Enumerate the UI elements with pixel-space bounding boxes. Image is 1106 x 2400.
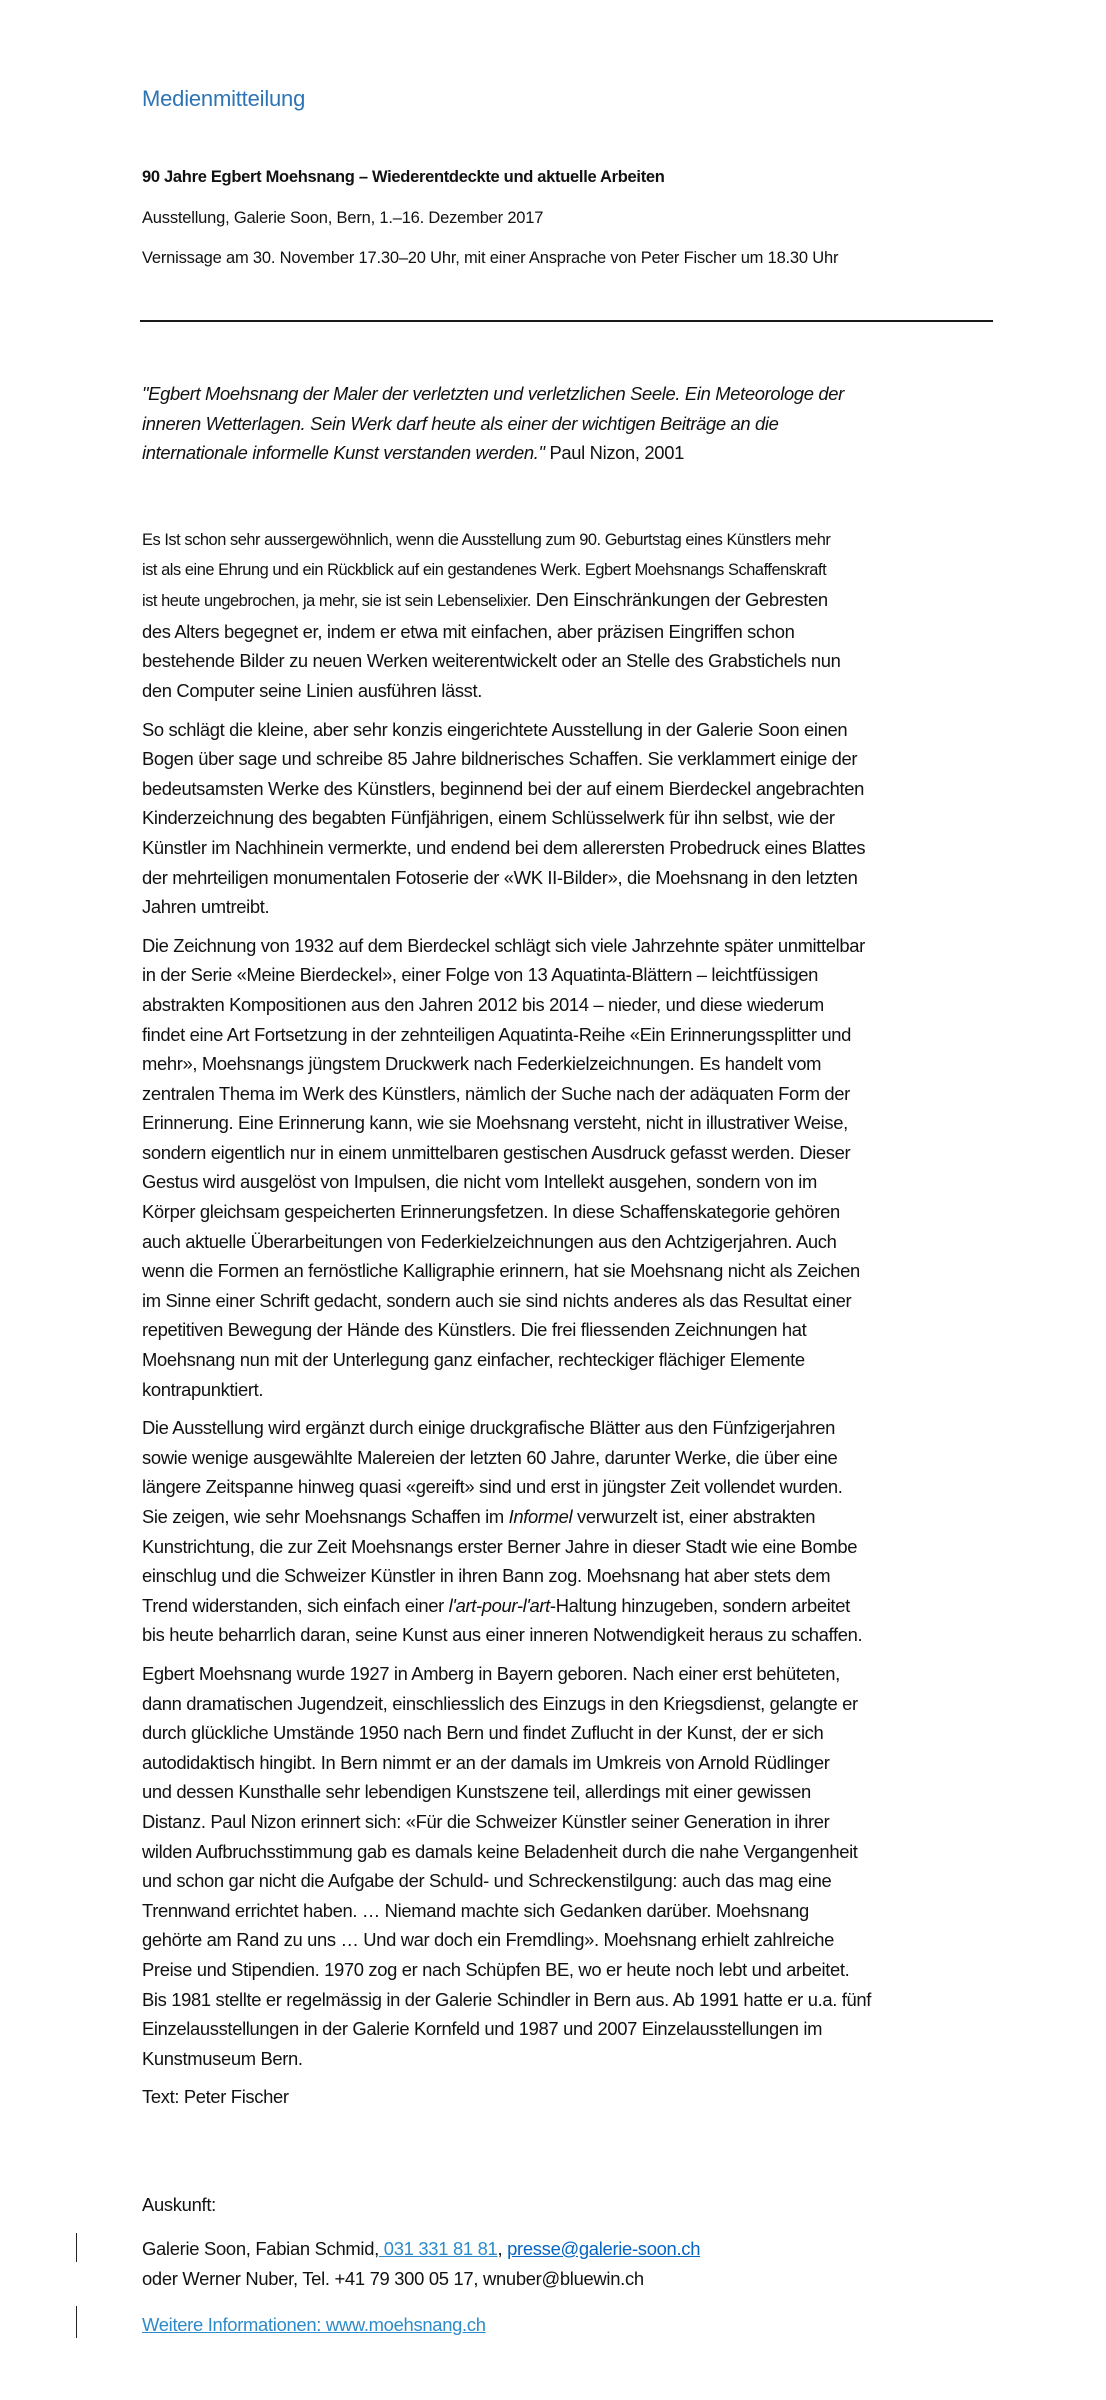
text-line: zentralen Thema im Werk des Künstlers, nämlich der Suche nach der adäquaten Form der — [142, 1082, 850, 1104]
text-line: Künstler im Nachhinein vermerkte, und endend bei dem allerersten Probedruck eines Blattes — [142, 836, 866, 858]
text-line: des Alters begegnet er, indem er etwa mit einfachen, aber präzisen Eingriffen schon — [142, 620, 795, 642]
text-line: längere Zeitspanne hinweg quasi «gereift» sind und erst in jüngster Zeit vollendet wurden. — [142, 1476, 843, 1498]
text-line: mehr», Moehsnangs jüngstem Druckwerk nach Federkielzeichnungen. Es handelt vom — [142, 1053, 822, 1075]
revision-change-bar — [76, 2306, 77, 2338]
text-line: So schlägt die kleine, aber sehr konzis eingerichtete Ausstellung in der Galerie Soon einen — [142, 718, 848, 740]
text-line: gehörte am Rand zu uns … Und war doch ein Fremdling». Moehsnang erhielt zahlreiche — [142, 1929, 834, 1951]
text-line: Jahren umtreibt. — [142, 896, 270, 918]
text-line: Kunstmuseum Bern. — [142, 2047, 303, 2069]
text-span-italic: l'art-pour-l'art — [448, 1594, 550, 1616]
text-line: abstrakten Kompositionen aus den Jahren 2012 bis 2014 – nieder, und diese wiederum — [142, 993, 824, 1015]
text-line: ist als eine Ehrung und ein Rückblick auf ein gestandenes Werk. Egbert Moehsnangs Schaffenskraft — [142, 560, 827, 579]
more-info-line — [142, 2310, 1002, 2340]
quote-line-last — [142, 438, 1002, 468]
paragraph-intro — [142, 526, 1002, 706]
text-span: verwurzelt ist, einer abstrakten — [572, 1506, 816, 1527]
text-line: Egbert Moehsnang wurde 1927 in Amberg in Bayern geboren. Nach einer erst behüteten, — [142, 1662, 840, 1684]
text-line: Preise und Stipendien. 1970 zog er nach Schüpfen BE, wo er heute noch lebt und arbeitet. — [142, 1958, 850, 1980]
text-line: Bis 1981 stellte er regelmässig in der Galerie Schindler in Bern aus. Ab 1991 hatte er u.a. fünf — [142, 1988, 872, 2010]
contact-name: Galerie Soon, Fabian Schmid, — [142, 2238, 379, 2259]
contact-line-alternate: oder Werner Nuber, Tel. +41 79 300 05 17, wnuber@bluewin.ch — [142, 2267, 644, 2289]
text-line: Moehsnang nun mit der Unterlegung ganz einfacher, rechteckiger flächiger Elemente — [142, 1349, 805, 1371]
contact-line-gallery — [142, 2234, 1002, 2264]
text-line: sowie wenige ausgewählte Malereien der letzten 60 Jahre, darunter Werke, die über eine — [142, 1446, 838, 1468]
horizontal-divider — [140, 320, 993, 322]
text-line: bis heute beharrlich daran, seine Kunst aus einer inneren Notwendigkeit heraus zu schaffen. — [142, 1624, 863, 1646]
vernissage-info: Vernissage am 30. November 17.30–20 Uhr, mit einer Ansprache von Peter Fischer um 18.30 Uhr — [142, 249, 839, 267]
text-line: Die Ausstellung wird ergänzt durch einige druckgrafische Blätter aus den Fünfzigerjahren — [142, 1417, 835, 1439]
text-span: Sie zeigen, wie sehr Moehsnangs Schaffen im — [142, 1506, 509, 1527]
paragraph-prints — [142, 1413, 1002, 1650]
text-line: Es Ist schon sehr aussergewöhnlich, wenn die Ausstellung zum 90. Geburtstag eines Künstlers mehr — [142, 531, 831, 549]
text-span: -Haltung hinzugeben, sondern arbeitet — [549, 1594, 850, 1616]
website-link[interactable]: Weitere Informationen: www.moehsnang.ch — [142, 2314, 486, 2335]
quote-line: "Egbert Moehsnang der Maler der verletzten und verletzlichen Seele. Ein Meteorologe der — [142, 383, 844, 404]
text-line: im Sinne einer Schrift gedacht, sondern auch sie sind nichts anderes als das Resultat einer — [142, 1289, 852, 1311]
text-line: Die Zeichnung von 1932 auf dem Bierdeckel schlägt sich viele Jahrzehnte später unmittelbar — [142, 934, 865, 956]
text-line: einschlug und die Schweizer Künstler in ihren Bann zog. Moehsnang hat aber stets dem — [142, 1565, 831, 1587]
text-line: bedeutsamsten Werke des Künstlers, beginnend bei der auf einem Bierdeckel angebrachten — [142, 777, 865, 799]
text-line: autodidaktisch hingibt. In Bern nimmt er an der damals im Umkreis von Arnold Rüdlinger — [142, 1751, 830, 1773]
text-line: der mehrteiligen monumentalen Fotoserie der «WK II-Bilder», die Moehsnang in den letzten — [142, 866, 858, 888]
email-link[interactable]: presse@galerie-soon.ch — [507, 2238, 701, 2259]
document-heading: Medienmitteilung — [142, 86, 306, 111]
text-line: Kunstrichtung, die zur Zeit Moehsnangs erster Berner Jahre in dieser Stadt wie eine Bombe — [142, 1535, 858, 1557]
text-line: wenn die Formen an fernöstliche Kalligraphie erinnern, hat sie Moehsnang nicht als Zeichen — [142, 1260, 860, 1282]
text-line: Gestus wird ausgelöst von Impulsen, die nicht vom Intellekt ausgehen, sondern von im — [142, 1171, 817, 1193]
phone-link[interactable]: 031 331 81 81 — [378, 2238, 498, 2259]
exhibition-info: Ausstellung, Galerie Soon, Bern, 1.–16. Dezember 2017 — [142, 209, 544, 227]
quote-line: inneren Wetterlagen. Sein Werk darf heute als einer der wichtigen Beiträge an die — [142, 412, 779, 434]
text-line: sondern eigentlich nur in einem unmittelbaren gestischen Ausdruck gefasst werden. Dieser — [142, 1141, 851, 1163]
text-line: Kinderzeichnung des begabten Fünfjährigen, einem Schlüsselwerk für ihn selbst, wie der — [142, 807, 835, 829]
text-line: Körper gleichsam gespeicherten Erinnerungsfetzen. In diese Schaffenskategorie gehören — [142, 1201, 840, 1223]
contact-block — [142, 2234, 1002, 2293]
contact-label: Auskunft: — [142, 2194, 216, 2215]
text-line — [142, 1591, 1002, 1621]
revision-change-bar — [76, 2233, 77, 2262]
text-line: Bogen über sage und schreibe 85 Jahre bildnerisches Schaffen. Sie verklammert einige der — [142, 748, 858, 770]
article-body — [142, 526, 1002, 2121]
text-span-italic: Informel — [508, 1506, 573, 1527]
text-line — [142, 585, 1002, 617]
text-line: Distanz. Paul Nizon erinnert sich: «Für die Schweizer Künstler seiner Generation in ihrer — [142, 1810, 830, 1832]
text-line: durch glückliche Umstände 1950 nach Bern und findet Zuflucht in der Kunst, der er sich — [142, 1722, 824, 1744]
text-line: Trennwand errichtet haben. … Niemand machte sich Gedanken darüber. Moehsnang — [142, 1899, 809, 1921]
text-line — [142, 1502, 1002, 1532]
text-line: auch aktuelle Überarbeitungen von Federkielzeichnungen aus den Achtzigerjahren. Auch — [142, 1230, 837, 1252]
text-line: bestehende Bilder zu neuen Werken weiterentwickelt oder an Stelle des Grabstichels nun — [142, 650, 841, 672]
text-line: und schon gar nicht die Aufgabe der Schuld- und Schreckenstilgung: auch das mag eine — [142, 1870, 832, 1892]
text-line: den Computer seine Linien ausführen lässt. — [142, 679, 483, 701]
text-span: ist heute ungebrochen, ja mehr, sie ist sein Lebenselixier. — [142, 592, 531, 611]
text-line: findet eine Art Fortsetzung in der zehnteiligen Aquatinta-Reihe «Ein Erinnerungssplitter und — [142, 1023, 851, 1045]
text-span: Trend widerstanden, sich einfach einer — [142, 1594, 449, 1616]
quote-block — [142, 379, 1002, 468]
text-line: und dessen Kunsthalle sehr lebendigen Kunstszene teil, allerdings mit einer gewissen — [142, 1781, 811, 1803]
separator: , — [497, 2238, 508, 2259]
text-line: kontrapunktiert. — [142, 1378, 264, 1400]
paragraph-drawings — [142, 931, 1002, 1405]
text-line: Erinnerung. Eine Erinnerung kann, wie sie Moehsnang versteht, nicht in illustrativer Weise, — [142, 1112, 848, 1134]
text-line: Einzelausstellungen in der Galerie Kornfeld und 1987 und 2007 Einzelausstellungen im — [142, 2018, 823, 2040]
press-release-title: 90 Jahre Egbert Moehsnang – Wiederentdeckte und aktuelle Arbeiten — [142, 168, 665, 186]
paragraph-biography — [142, 1659, 1002, 2073]
text-line: wilden Aufbruchsstimmung gab es damals keine Beladenheit durch die nahe Vergangenheit — [142, 1840, 858, 1862]
quote-text: internationale informelle Kunst verstanden werden." — [142, 442, 545, 464]
text-line: dann dramatischen Jugendzeit, einschliesslich des Einzugs in den Kriegsdienst, gelangte er — [142, 1692, 858, 1714]
quote-attribution: Paul Nizon, 2001 — [544, 442, 684, 464]
text-line: repetitiven Bewegung der Hände des Künstlers. Die frei fliessenden Zeichnungen hat — [142, 1319, 807, 1341]
text-span: Den Einschränkungen der Gebresten — [530, 589, 828, 611]
paragraph-exhibition — [142, 715, 1002, 922]
author-credit: Text: Peter Fischer — [142, 2086, 289, 2108]
text-line: in der Serie «Meine Bierdeckel», einer Folge von 13 Aquatinta-Blättern – leichtfüssigen — [142, 964, 818, 986]
